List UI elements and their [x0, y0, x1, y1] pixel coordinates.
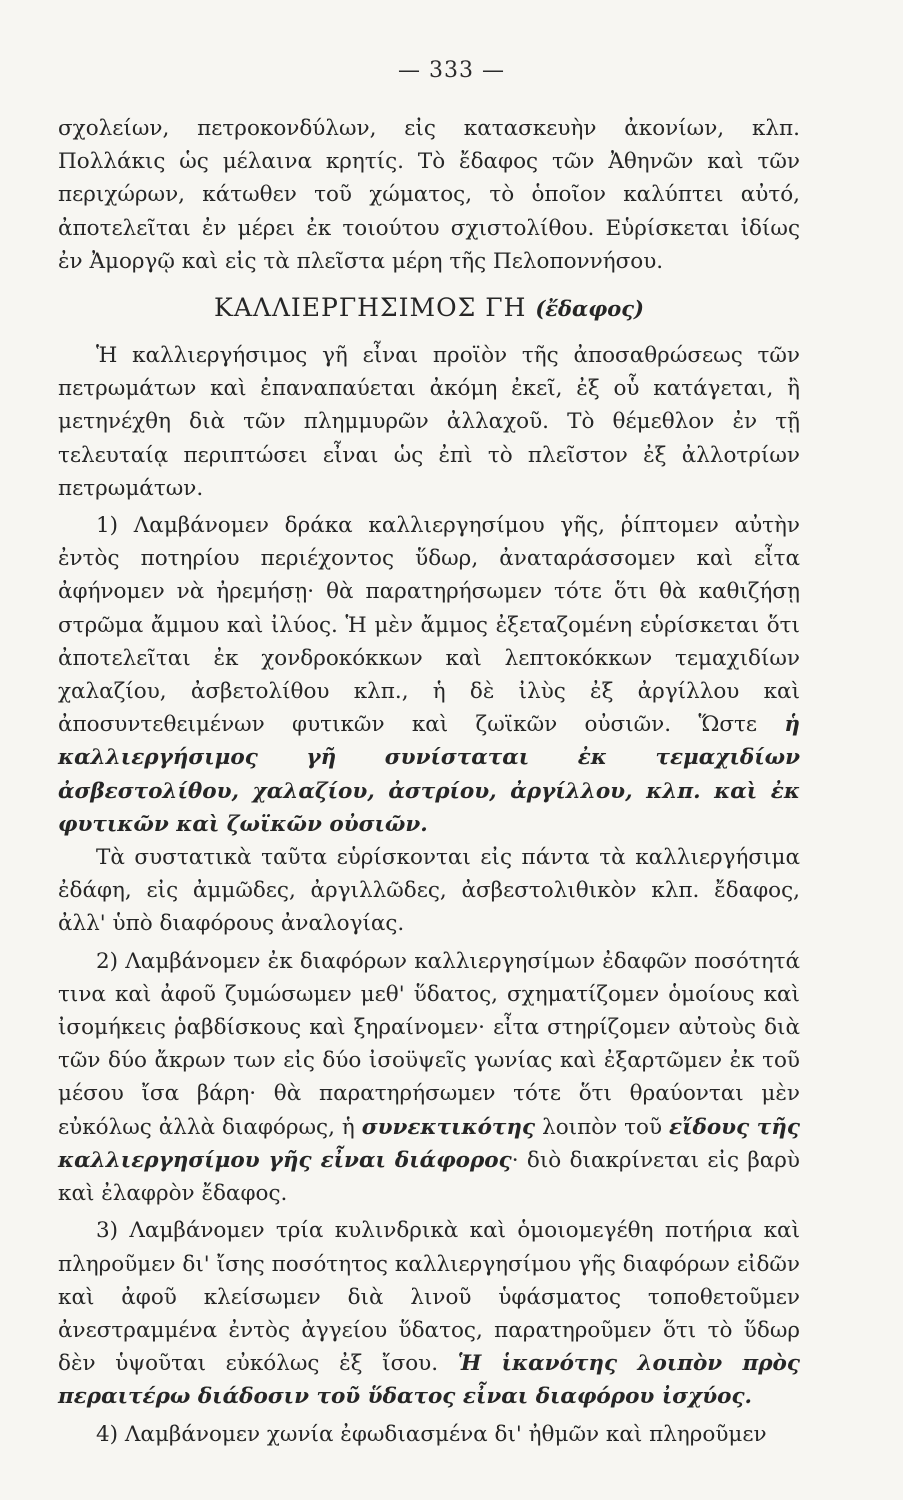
experiment-3-conclusion: Ἡ ἱκανότης λοιπὸν πρὸς περαιτέρω διάδοσιν τοῦ ὕδατος εἶναι διαφόρου ἰσχύος. [58, 1351, 800, 1410]
experiment-1-text: 1) Λαμβάνομεν δράκα καλλιεργησίμου γῆς, ῥίπτομεν αὐτὴν ἐντὸς ποτηρίου περιέχοντος ὕδωρ, ἀναταράσσομεν καὶ εἶτα ἀφήνομεν νὰ ἠρεμήσῃ· θὰ παρατηρήσωμεν τότε ὅτι θὰ καθιζήσῃ στρῶμα ἄμμου καὶ ἰλύος. Ἡ μὲν ἄμμος ἐξεταζομένη εὑρίσκεται ὅτι ἀποτελεῖται ἐκ χονδροκόκκων καὶ λεπτοκόκκων τεμαχιδίων χαλαζίου, ἀσβετολίθου κλπ., ἡ δὲ ἰλὺς ἐξ ἀργίλλου καὶ ἀποσυντεθειμένων φυτικῶν καὶ ζωϊκῶν οὐσιῶν. Ὥστε [58, 513, 800, 738]
experiment-2-ending: · διὸ διακρίνεται εἰς βαρὺ καὶ ἐλαφρὸν ἔδαφος. [58, 1147, 800, 1207]
page-body [58, 112, 800, 1451]
experiment-2-term: συνεκτικότης [361, 1114, 536, 1140]
section-heading [58, 288, 800, 329]
section-title: ΚΑΛΛΙΕΡΓΗΣΙΜΟΣ ΓΗ [214, 293, 527, 323]
section-subtitle: (ἔδαφος) [535, 296, 644, 322]
paragraph-experiment-3 [58, 1214, 800, 1413]
experiment-3-text: 3) Λαμβάνομεν τρία κυλινδρικὰ καὶ ὁμοιομεγέθη ποτήρια καὶ πληροῦμεν δι' ἴσης ποσότητος καλλιεργησίμου γῆς διαφόρων εἰδῶν καὶ ἀφοῦ κλείσωμεν διὰ λινοῦ ὑφάσματος τοποθετοῦμεν ἀνεστραμμένα ἐντὸς ἀγγείου ὕδατος, παρατηροῦμεν ὅτι τὸ ὕδωρ δὲν ὑψοῦται εὐκόλως ἐξ ἴσου. [58, 1218, 800, 1377]
page-number: — 333 — [398, 58, 505, 83]
paragraph-experiment-2 [58, 945, 800, 1211]
experiment-1-conclusion: ἡ καλλιεργήσιμος γῆ συνίσταται ἐκ τεμαχιδίων ἀσβεστολίθου, χαλαζίου, ἀστρίου, ἀργίλλου, κλπ. καὶ ἐκ φυτικῶν καὶ ζωϊκῶν οὐσιῶν. [58, 712, 800, 837]
experiment-2-joiner: λοιπὸν τοῦ [535, 1114, 670, 1140]
paragraph-components: Τὰ συστατικὰ ταῦτα εὑρίσκονται εἰς πάντα τὰ καλλιεργήσιμα ἐδάφη, εἰς ἀμμῶδες, ἀργιλλῶδες, ἀσβεστολιθικὸν κλπ. ἔδαφος, ἀλλ' ὑπὸ διαφόρους ἀναλογίας. [58, 845, 800, 937]
experiment-2-conclusion: εἴδους τῆς καλλιεργησίμου γῆς εἶναι διάφορος [58, 1114, 800, 1173]
paragraph-definition: Ἡ καλλιεργήσιμος γῆ εἶναι προϊὸν τῆς ἀποσαθρώσεως τῶν πετρωμάτων καὶ ἐπαναπαύεται ἀκόμη ἐκεῖ, ἐξ οὗ κατάγεται, ἢ μετηνέχθη διὰ τῶν πλημμυρῶν ἀλλαχοῦ. Τὸ θέμεθλον ἐν τῇ τελευταίᾳ περιπτώσει εἶναι ὡς ἐπὶ τὸ πλεῖστον ἐξ ἀλλοτρίων πετρωμάτων. [58, 343, 800, 501]
paragraph-experiment-4: 4) Λαμβάνομεν χωνία ἐφωδιασμένα δι' ἠθμῶν καὶ πληροῦμεν [96, 1421, 767, 1447]
intro-paragraph: σχολείων, πετροκονδύλων, εἰς κατασκευὴν ἀκονίων, κλπ. Πολλάκις ὡς μέλαινα κρητίς. Τὸ ἔδαφος τῶν Ἀθηνῶν καὶ τῶν περιχώρων, κάτωθεν τοῦ χώματος, τὸ ὁποῖον καλύπτει αὐτό, ἀποτελεῖται ἐν μέρει ἐκ τοιούτου σχιστολίθου. Εὑρίσκεται ἰδίως ἐν Ἀμοργῷ καὶ εἰς τὰ πλεῖστα μέρη τῆς Πελοποννήσου. [58, 116, 800, 274]
paragraph-experiment-1 [58, 509, 800, 841]
experiment-2-text: 2) Λαμβάνομεν ἐκ διαφόρων καλλιεργησίμων ἐδαφῶν ποσότητά τινα καὶ ἀφοῦ ζυμώσωμεν μεθ' ὕδατος, σχηματίζομεν ὁμοίους καὶ ἰσομήκεις ῥαβδίσκους καὶ ξηραίνομεν· εἶτα στηρίζομεν αὐτοὺς διὰ τῶν δύο ἄκρων των εἰς δύο ἰσοϋψεῖς γωνίας καὶ ἐξαρτῶμεν ἐκ τοῦ μέσου ἴσα βάρη· θὰ παρατηρήσωμεν τότε ὅτι θραύονται μὲν εὐκόλως ἀλλὰ διαφόρως, ἡ [58, 948, 800, 1140]
